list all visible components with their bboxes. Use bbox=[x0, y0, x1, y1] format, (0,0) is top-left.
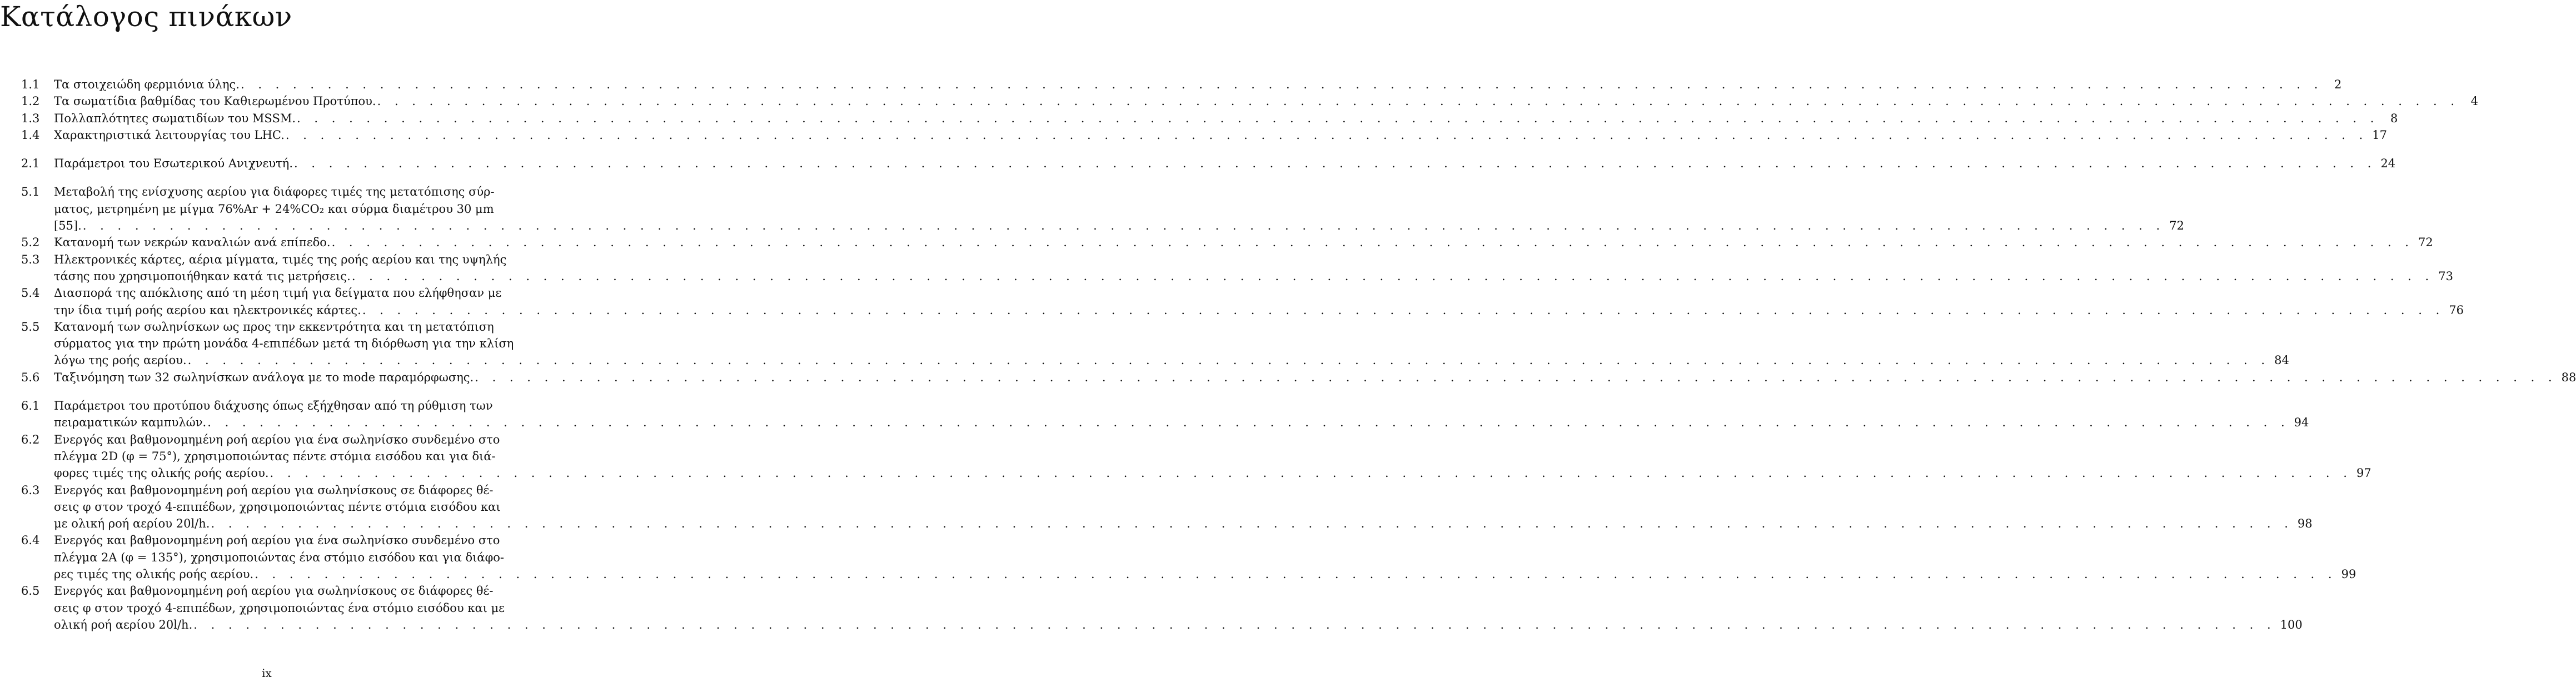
dot-leader: . . . . . . . . . . . . . . . . . . . . . . . . . . . . . . . . . . . . . . . . . . . . . . . . . . . . . . . . . . . . . . . . . . . . . . . . . . . . . . . . . . . . . . . . . . . . . . . . . . . . . . . . . . . . . . . . . . . . . . . . bbox=[193, 618, 2276, 631]
entry-caption bbox=[54, 110, 2398, 127]
dot-leader: . . . . . . . . . . . . . . . . . . . . . . . . . . . . . . . . . . . . . . . . . . . . . . . . . . . . . . . . . . . . . . . . . . . . . . . . . . . . . . . . . . . . . . . . . . . . . . . . . . . . . . . . . . . . . . . . . . . . . . . . bbox=[351, 269, 2434, 283]
caption-line bbox=[54, 285, 532, 301]
caption-line bbox=[54, 76, 2342, 93]
entry-caption bbox=[54, 234, 2433, 251]
caption-text: σεις φ στον τροχό 4-επιπέδων, χρησιμοποιώντας ένα στόμιο εισόδου και με bbox=[54, 601, 505, 615]
table-list bbox=[21, 76, 2576, 633]
page-ref[interactable]: 72 bbox=[2169, 219, 2184, 233]
caption-text: Κατανομή των νεκρών καναλιών ανά επίπεδο. bbox=[54, 236, 331, 250]
entry-caption bbox=[54, 397, 2309, 431]
caption-line bbox=[54, 155, 2396, 172]
entry-number: 5.2 bbox=[21, 236, 40, 250]
entry-number: 1.1 bbox=[21, 78, 40, 91]
caption-line bbox=[54, 532, 532, 549]
dot-leader: . . . . . . . . . . . . . . . . . . . . . . . . . . . . . . . . . . . . . . . . . . . . . . . . . . . . . . . . . . . . . . . . . . . . . . . . . . . . . . . . . . . . . . . . . . . . . . . . . . . . . . . . . . . . . . . . . . . . . . . . bbox=[362, 303, 2445, 317]
dot-leader: . . . . . . . . . . . . . . . . . . . . . . . . . . . . . . . . . . . . . . . . . . . . . . . . . . . . . . . . . . . . . . . . . . . . . . . . . . . . . . . . . . . . . . . . . . . . . . . . . . . . . . . . . . . . . . . . . . . . . . . . bbox=[240, 78, 2323, 91]
caption-text: λόγω της ροής αερίου. bbox=[54, 354, 187, 367]
entry-group bbox=[21, 155, 2396, 172]
caption-line bbox=[54, 234, 2433, 251]
caption-line bbox=[54, 448, 532, 465]
entry-group bbox=[21, 183, 2576, 386]
caption-line bbox=[54, 183, 532, 200]
caption-text: Τα στοιχειώδη φερμιόνια ύλης. bbox=[54, 78, 240, 91]
dot-leader: . . . . . . . . . . . . . . . . . . . . . . . . . . . . . . . . . . . . . . . . . . . . . . . . . . . . . . . . . . . . . . . . . . . . . . . . . . . . . . . . . . . . . . . . . . . . . . . . . . . . . . . . . . . . . . . . . . . . . . . . bbox=[270, 466, 2352, 480]
caption-text: Χαρακτηριστικά λειτουργίας του LHC. bbox=[54, 128, 285, 142]
caption-text: Ενεργός και βαθμονομημένη ροή αερίου για σωληνίσκους σε διάφορες θέ- bbox=[54, 483, 494, 497]
page-ref[interactable]: 84 bbox=[2274, 354, 2289, 367]
caption-line bbox=[54, 465, 2371, 481]
caption-text: πλέγμα 2D (φ = 75°), χρησιμοποιώντας πέντε στόμια εισόδου και για διά- bbox=[54, 449, 496, 463]
page-ref[interactable]: 24 bbox=[2380, 157, 2396, 171]
caption-text: Ενεργός και βαθμονομημένη ροή αερίου για σωληνίσκους σε διάφορες θέ- bbox=[54, 584, 494, 598]
page-number: ix bbox=[262, 666, 272, 680]
caption-text: Ηλεκτρονικές κάρτες, αέρια μίγματα, τιμές της ροής αερίου και της υψηλής bbox=[54, 252, 507, 266]
entry-number: 6.2 bbox=[21, 432, 40, 446]
entry-caption bbox=[54, 431, 2371, 482]
caption-line bbox=[54, 352, 2289, 369]
caption-text: πειραματικών καμπυλών. bbox=[54, 416, 207, 430]
table-entry[interactable] bbox=[21, 397, 2309, 431]
caption-line bbox=[54, 110, 2398, 127]
caption-text: [55]. bbox=[54, 219, 82, 233]
caption-text: Μεταβολή της ενίσχυσης αερίου για διάφορες τιμές της μετατόπισης σύρ- bbox=[54, 185, 495, 199]
dot-leader: . . . . . . . . . . . . . . . . . . . . . . . . . . . . . . . . . . . . . . . . . . . . . . . . . . . . . . . . . . . . . . . . . . . . . . . . . . . . . . . . . . . . . . . . . . . . . . . . . . . . . . . . . . . . . . . . . . . . . . . . bbox=[331, 236, 2414, 250]
table-entry[interactable] bbox=[21, 234, 2433, 251]
page-ref[interactable]: 94 bbox=[2294, 416, 2309, 430]
caption-text: Τα σωματίδια βαθμίδας του Καθιερωμένου Προτύπου. bbox=[54, 94, 376, 108]
caption-line bbox=[54, 600, 532, 616]
page-ref[interactable]: 17 bbox=[2372, 128, 2388, 142]
caption-line bbox=[54, 515, 2313, 532]
entry-caption bbox=[54, 369, 2576, 386]
caption-line bbox=[54, 414, 2309, 431]
table-entry[interactable] bbox=[21, 110, 2398, 127]
caption-line bbox=[54, 482, 532, 499]
entry-caption bbox=[54, 251, 2453, 285]
dot-leader: . . . . . . . . . . . . . . . . . . . . . . . . . . . . . . . . . . . . . . . . . . . . . . . . . . . . . . . . . . . . . . . . . . . . . . . . . . . . . . . . . . . . . . . . . . . . . . . . . . . . . . . . . . . . . . . . . . . . . . . . bbox=[297, 111, 2379, 125]
page-ref[interactable]: 97 bbox=[2356, 466, 2371, 480]
caption-line bbox=[54, 431, 532, 448]
entry-number: 6.1 bbox=[21, 399, 40, 413]
dot-leader: . . . . . . . . . . . . . . . . . . . . . . . . . . . . . . . . . . . . . . . . . . . . . . . . . . . . . . . . . . . . . . . . . . . . . . . . . . . . . . . . . . . . . . . . . . . . . . . . . . . . . . . . . . . . . . . . . . . . . . . . bbox=[187, 354, 2270, 367]
caption-line bbox=[54, 318, 532, 335]
dot-leader: . . . . . . . . . . . . . . . . . . . . . . . . . . . . . . . . . . . . . . . . . . . . . . . . . . . . . . . . . . . . . . . . . . . . . . . . . . . . . . . . . . . . . . . . . . . . . . . . . . . . . . . . . . . . . . . . . . . . . . . . bbox=[294, 157, 2376, 171]
dot-leader: . . . . . . . . . . . . . . . . . . . . . . . . . . . . . . . . . . . . . . . . . . . . . . . . . . . . . . . . . . . . . . . . . . . . . . . . . . . . . . . . . . . . . . . . . . . . . . . . . . . . . . . . . . . . . . . . . . . . . . . . bbox=[285, 128, 2368, 142]
caption-text: σύρματος για την πρώτη μονάδα 4-επιπέδων μετά τη διόρθωση για την κλίση bbox=[54, 337, 514, 351]
table-entry[interactable] bbox=[21, 482, 2313, 532]
entry-number: 5.3 bbox=[21, 252, 40, 266]
table-entry[interactable] bbox=[21, 318, 2289, 369]
page-ref[interactable]: 100 bbox=[2280, 618, 2303, 631]
entry-group bbox=[21, 397, 2371, 633]
caption-line bbox=[54, 93, 2478, 109]
caption-line bbox=[54, 616, 2303, 633]
entry-caption bbox=[54, 127, 2388, 143]
caption-text: με ολική ροή αερίου 20l/h. bbox=[54, 517, 210, 531]
caption-line bbox=[54, 397, 532, 414]
entry-number: 6.4 bbox=[21, 534, 40, 547]
table-entry[interactable] bbox=[21, 431, 2371, 482]
table-entry[interactable] bbox=[21, 127, 2388, 143]
entry-number: 5.5 bbox=[21, 320, 40, 333]
entry-caption bbox=[54, 76, 2342, 93]
entry-number: 1.2 bbox=[21, 94, 40, 108]
caption-text: Πολλαπλότητες σωματιδίων του MSSM. bbox=[54, 111, 296, 125]
entry-caption bbox=[54, 285, 2464, 318]
caption-text: Ταξινόμηση των 32 σωληνίσκων ανάλογα με το mode παραμόρφωσης. bbox=[54, 370, 474, 384]
entry-group bbox=[21, 76, 2478, 143]
caption-line bbox=[54, 549, 532, 566]
page-title: Κατάλογος πινάκων bbox=[0, 1, 292, 33]
table-entry[interactable] bbox=[21, 76, 2342, 93]
caption-line bbox=[54, 127, 2388, 143]
entry-number: 6.5 bbox=[21, 584, 40, 598]
entry-caption bbox=[54, 93, 2478, 109]
caption-text: πλέγμα 2A (φ = 135°), χρησιμοποιώντας ένα στόμιο εισόδου και για διάφο- bbox=[54, 550, 505, 564]
entry-number: 5.6 bbox=[21, 370, 40, 384]
entry-number: 5.4 bbox=[21, 286, 40, 300]
entry-caption bbox=[54, 583, 2303, 633]
entry-caption bbox=[54, 155, 2396, 172]
caption-line bbox=[54, 251, 532, 268]
page-ref[interactable]: 76 bbox=[2449, 303, 2464, 317]
entry-caption bbox=[54, 318, 2289, 369]
caption-text: τάσης που χρησιμοποιήθηκαν κατά τις μετρήσεις. bbox=[54, 269, 351, 283]
caption-text: Κατανομή των σωληνίσκων ως προς την εκκεντρότητα και τη μετατόπιση bbox=[54, 320, 494, 333]
caption-text: Ενεργός και βαθμονομημένη ροή αερίου για ένα σωληνίσκο συνδεμένο στο bbox=[54, 432, 500, 446]
caption-line bbox=[54, 369, 2576, 386]
dot-leader: . . . . . . . . . . . . . . . . . . . . . . . . . . . . . . . . . . . . . . . . . . . . . . . . . . . . . . . . . . . . . . . . . . . . . . . . . . . . . . . . . . . . . . . . . . . . . . . . . . . . . . . . . . . . . . . . . . . . . . . . bbox=[255, 567, 2337, 581]
table-entry[interactable] bbox=[21, 93, 2478, 109]
caption-line bbox=[54, 201, 532, 217]
entry-caption bbox=[54, 532, 2356, 583]
caption-line bbox=[54, 499, 532, 515]
entry-number: 5.1 bbox=[21, 185, 40, 199]
table-entry[interactable] bbox=[21, 532, 2356, 583]
page-ref[interactable]: 98 bbox=[2297, 517, 2313, 531]
caption-text: Διασπορά της απόκλισης από τη μέση τιμή για δείγματα που ελήφθησαν με bbox=[54, 286, 502, 300]
caption-text: ρες τιμές της ολικής ροής αερίου. bbox=[54, 567, 254, 581]
caption-line bbox=[54, 566, 2356, 583]
entry-number: 1.4 bbox=[21, 128, 40, 142]
dot-leader: . . . . . . . . . . . . . . . . . . . . . . . . . . . . . . . . . . . . . . . . . . . . . . . . . . . . . . . . . . . . . . . . . . . . . . . . . . . . . . . . . . . . . . . . . . . . . . . . . . . . . . . . . . . . . . . . . . . . . . . . bbox=[377, 94, 2459, 108]
caption-text: ολική ροή αερίου 20l/h. bbox=[54, 618, 193, 631]
table-entry[interactable] bbox=[21, 285, 2464, 318]
caption-text: φορες τιμές της ολικής ροής αερίου. bbox=[54, 466, 269, 480]
dot-leader: . . . . . . . . . . . . . . . . . . . . . . . . . . . . . . . . . . . . . . . . . . . . . . . . . . . . . . . . . . . . . . . . . . . . . . . . . . . . . . . . . . . . . . . . . . . . . . . . . . . . . . . . . . . . . . . . . . . . . . . . bbox=[211, 517, 2293, 531]
page-ref[interactable]: 2 bbox=[2334, 78, 2342, 91]
caption-text: Ενεργός και βαθμονομημένη ροή αερίου για ένα σωληνίσκο συνδεμένο στο bbox=[54, 534, 500, 547]
caption-text: Παράμετροι του προτύπου διάχυσης όπως εξήχθησαν από τη ρύθμιση των bbox=[54, 399, 493, 413]
caption-text: την ίδια τιμή ροής αερίου και ηλεκτρονικές κάρτες. bbox=[54, 303, 361, 317]
page-ref[interactable]: 4 bbox=[2470, 94, 2478, 108]
dot-leader: . . . . . . . . . . . . . . . . . . . . . . . . . . . . . . . . . . . . . . . . . . . . . . . . . . . . . . . . . . . . . . . . . . . . . . . . . . . . . . . . . . . . . . . . . . . . . . . . . . . . . . . . . . . . . . . . . . . . . . . . bbox=[82, 219, 2165, 233]
dot-leader: . . . . . . . . . . . . . . . . . . . . . . . . . . . . . . . . . . . . . . . . . . . . . . . . . . . . . . . . . . . . . . . . . . . . . . . . . . . . . . . . . . . . . . . . . . . . . . . . . . . . . . . . . . . . . . . . . . . . . . . . bbox=[475, 370, 2557, 384]
page-ref[interactable]: 72 bbox=[2418, 236, 2433, 250]
table-entry[interactable] bbox=[21, 369, 2576, 386]
caption-line bbox=[54, 217, 2184, 234]
caption-line bbox=[54, 268, 2453, 285]
caption-line bbox=[54, 335, 532, 352]
entry-caption bbox=[54, 482, 2313, 532]
table-entry[interactable] bbox=[21, 583, 2303, 633]
entry-number: 6.3 bbox=[21, 483, 40, 497]
table-entry[interactable] bbox=[21, 183, 2184, 234]
caption-text: σεις φ στον τροχό 4-επιπέδων, χρησιμοποιώντας πέντε στόμια εισόδου και bbox=[54, 500, 501, 514]
table-entry[interactable] bbox=[21, 251, 2453, 285]
entry-number: 1.3 bbox=[21, 111, 40, 125]
dot-leader: . . . . . . . . . . . . . . . . . . . . . . . . . . . . . . . . . . . . . . . . . . . . . . . . . . . . . . . . . . . . . . . . . . . . . . . . . . . . . . . . . . . . . . . . . . . . . . . . . . . . . . . . . . . . . . . . . . . . . . . . bbox=[207, 416, 2290, 430]
entry-number: 2.1 bbox=[21, 157, 40, 171]
entry-caption bbox=[54, 183, 2184, 234]
caption-line bbox=[54, 302, 2464, 318]
page-ref[interactable]: 73 bbox=[2438, 269, 2453, 283]
caption-text: Παράμετροι του Εσωτερικού Ανιχνευτή. bbox=[54, 157, 293, 171]
table-entry[interactable] bbox=[21, 155, 2396, 172]
caption-line bbox=[54, 583, 532, 599]
caption-text: ματος, μετρημένη με μίγμα 76%Ar + 24%CO₂ και σύρμα διαμέτρου 30 μm bbox=[54, 202, 494, 216]
page-ref[interactable]: 88 bbox=[2561, 370, 2576, 384]
page-ref[interactable]: 8 bbox=[2390, 111, 2398, 125]
page-ref[interactable]: 99 bbox=[2341, 567, 2356, 581]
